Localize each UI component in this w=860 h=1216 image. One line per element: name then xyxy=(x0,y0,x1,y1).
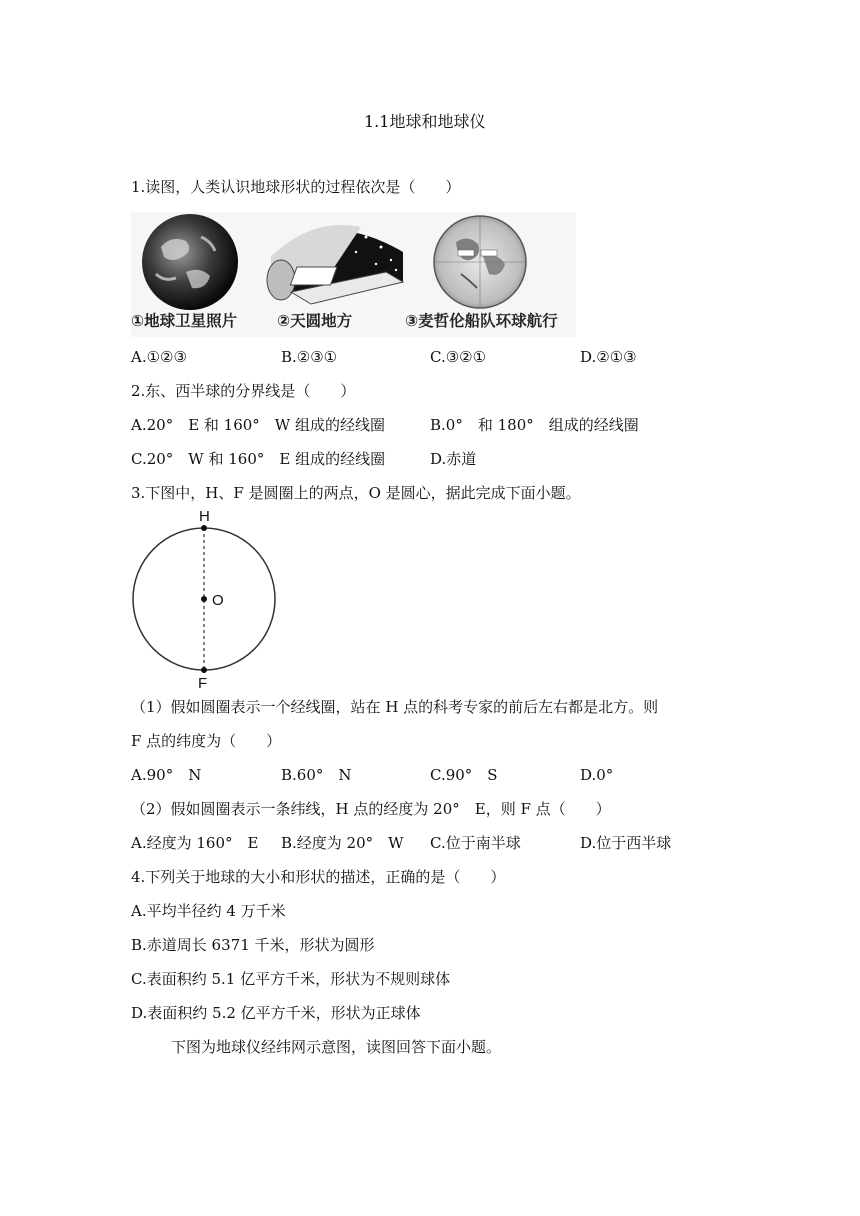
point-o xyxy=(201,596,207,602)
earth-photo-icon xyxy=(142,214,238,310)
q1-figure xyxy=(131,212,576,337)
q3-sub1-stem-line2: F 点的纬度为（ ） xyxy=(131,732,282,750)
q2-option-a: A.20° E 和 160° W 组成的经线圈 xyxy=(131,416,385,434)
q3-sub2-option-b: B.经度为 20° W xyxy=(281,834,404,852)
circle-diagram xyxy=(128,505,288,691)
q4-option-b: B.赤道周长 6371 千米，形状为圆形 xyxy=(131,936,375,954)
q3-sub2-option-a: A.经度为 160° E xyxy=(131,834,259,852)
q3-diagram xyxy=(128,505,288,691)
q1-stem: 1.读图，人类认识地球形状的过程依次是（ ） xyxy=(131,178,461,196)
q1-option-c: C.③②① xyxy=(430,348,487,366)
q3-sub1-option-b: B.60° N xyxy=(281,766,352,784)
page-title: 1.1地球和地球仪 xyxy=(364,112,486,131)
q2-option-b: B.0° 和 180° 组成的经线圈 xyxy=(430,416,639,434)
point-f xyxy=(201,667,207,673)
q4-stem: 4.下列关于地球的大小和形状的描述，正确的是（ ） xyxy=(131,868,506,886)
q3-sub1-option-c: C.90° S xyxy=(430,766,498,784)
q3-sub2-option-d: D.位于西半球 xyxy=(580,834,672,852)
next-section-lead: 下图为地球仪经纬网示意图，读图回答下面小题。 xyxy=(171,1038,502,1056)
q1-option-a: A.①②③ xyxy=(131,348,187,366)
caption-dome: ②天圆地方 xyxy=(277,312,353,330)
voyage-map-icon xyxy=(434,216,526,308)
q4-option-c: C.表面积约 5.1 亿平方千米，形状为不规则球体 xyxy=(131,970,451,988)
caption-earth-photo: ①地球卫星照片 xyxy=(131,312,238,330)
q2-option-c: C.20° W 和 160° E 组成的经线圈 xyxy=(131,450,386,468)
q3-sub2-stem: （2）假如圆圈表示一条纬线，H 点的经度为 20° E，则 F 点（ ） xyxy=(131,800,611,818)
q2-stem: 2.东、西半球的分界线是（ ） xyxy=(131,382,356,400)
q3-sub1-option-a: A.90° N xyxy=(131,766,202,784)
q4-option-a: A.平均半径约 4 万千米 xyxy=(131,902,286,920)
label-f: F xyxy=(198,675,208,691)
q3-sub1-stem-line1: （1）假如圆圈表示一个经线圈，站在 H 点的科考专家的前后左右都是北方。则 xyxy=(131,698,659,716)
q3-stem: 3.下图中，H、F 是圆圈上的两点，O 是圆心，据此完成下面小题。 xyxy=(131,484,581,502)
label-o: O xyxy=(212,592,224,609)
caption-voyage: ③麦哲伦船队环球航行 xyxy=(405,312,558,330)
q1-option-d: D.②①③ xyxy=(580,348,637,366)
point-h xyxy=(201,525,207,531)
q3-sub2-option-c: C.位于南半球 xyxy=(430,834,521,852)
q3-sub1-option-d: D.0° xyxy=(580,766,614,784)
q4-option-d: D.表面积约 5.2 亿平方千米，形状为正球体 xyxy=(131,1004,421,1022)
q2-option-d: D.赤道 xyxy=(430,450,477,468)
q1-option-b: B.②③① xyxy=(281,348,338,366)
label-h: H xyxy=(199,508,210,525)
